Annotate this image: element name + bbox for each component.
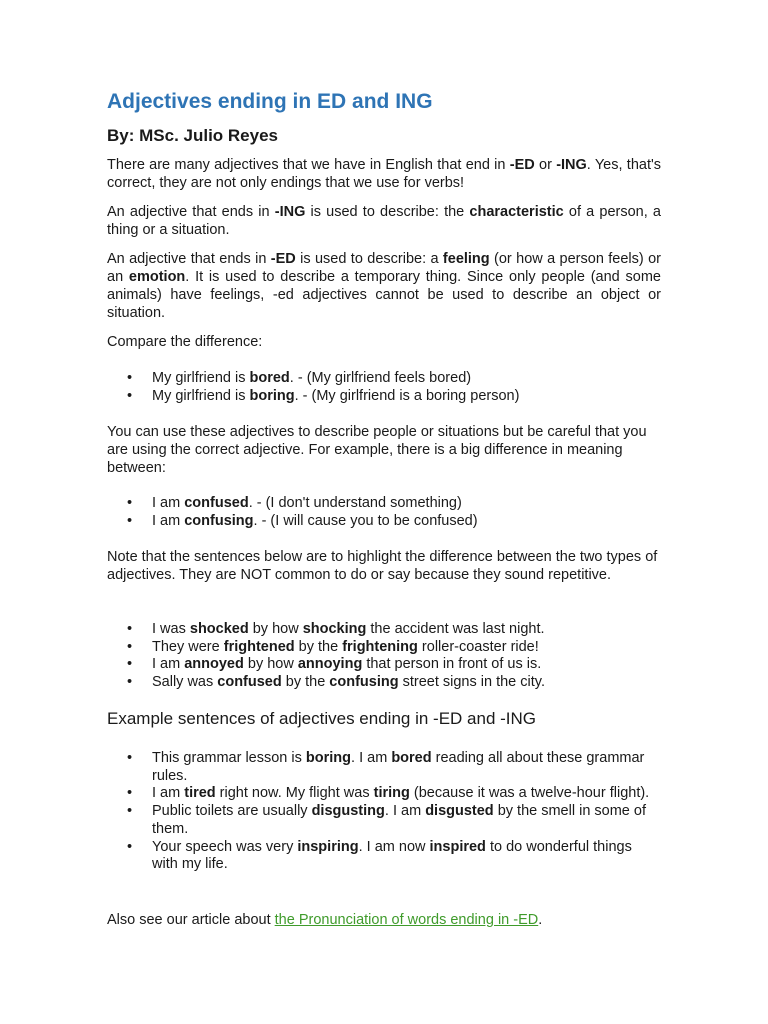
section-subheading: Example sentences of adjectives ending in -ED and -ING — [107, 709, 537, 728]
text: by how — [243, 656, 298, 673]
text: by how — [248, 621, 303, 637]
bold-text: emotion — [128, 269, 186, 285]
text: I am — [152, 512, 185, 529]
text: . - (I don't understand something) — [248, 495, 462, 511]
text: Sally was — [152, 674, 218, 691]
list-item — [107, 621, 661, 639]
bold-text: boring — [249, 387, 295, 404]
bold-text: tired — [184, 785, 216, 802]
list-item — [107, 750, 661, 785]
text: . - (My girlfriend feels bored) — [289, 370, 472, 386]
text: Public toilets are usually — [152, 803, 312, 820]
text: . — [538, 912, 543, 928]
text: . I am — [384, 803, 426, 820]
text: There are many adjectives that we have in English that end in — [107, 157, 510, 173]
list-item — [107, 388, 661, 406]
bold-text: inspired — [429, 838, 486, 855]
bold-text: confusing — [184, 512, 254, 529]
intro-paragraph — [107, 156, 661, 192]
bullet-list-sentences — [107, 750, 661, 874]
bold-text: bored — [391, 750, 432, 766]
bold-text: confused — [184, 495, 249, 511]
bold-text: frightened — [223, 638, 295, 655]
text: An adjective that ends in — [107, 251, 271, 267]
bold-text: tiring — [373, 785, 410, 802]
footer-paragraph — [107, 911, 661, 929]
list-item — [107, 639, 661, 657]
list-item — [107, 803, 661, 838]
bold-text: annoyed — [184, 656, 244, 673]
list-item — [107, 656, 661, 674]
bullet-list-meaning — [107, 495, 661, 530]
bold-text: disgusted — [425, 803, 494, 820]
text: that person in front of us is. — [362, 656, 542, 673]
text: roller-coaster ride! — [417, 638, 539, 655]
text: I was — [152, 621, 190, 637]
text: is used to describe: the — [305, 204, 470, 220]
text: My girlfriend is — [152, 370, 250, 386]
text: . - (My girlfriend is a boring person) — [294, 387, 520, 404]
bold-text: confused — [217, 674, 282, 691]
note-paragraph: Note that the sentences below are to highlight the difference between the two types of adjectives. They are NOT common to do or say because they sound repetitive. — [107, 549, 658, 583]
bold-text: shocked — [189, 621, 249, 637]
list-item — [107, 674, 661, 692]
bold-text: frightening — [342, 638, 418, 655]
text: I am — [152, 656, 185, 673]
bold-text: boring — [305, 750, 352, 766]
bold-text: disgusting — [311, 803, 385, 820]
list-item — [107, 495, 661, 513]
text: street signs in the city. — [398, 674, 545, 691]
text: Your speech was very — [152, 838, 298, 855]
bold-text: -ED — [270, 251, 296, 267]
bullet-list-examples — [107, 621, 661, 692]
ed-definition-paragraph — [107, 250, 661, 322]
bold-text: shocking — [302, 621, 367, 637]
usage-paragraph: You can use these adjectives to describe people or situations but be careful that you are using the correct adjective. For example, there is a big difference in meaning between: — [107, 424, 647, 476]
page-title: Adjectives ending in ED and ING — [107, 90, 433, 113]
text: They were — [152, 638, 224, 655]
text: . I am — [351, 750, 392, 766]
bold-text: inspiring — [297, 838, 359, 855]
bold-text: -ING — [556, 157, 587, 173]
bold-text: annoying — [297, 656, 363, 673]
text: Also see our article about — [107, 912, 275, 928]
bold-text: characteristic — [469, 204, 564, 220]
list-item — [107, 370, 661, 388]
text: by the — [294, 638, 343, 655]
bold-text: -ED — [509, 157, 535, 173]
list-item — [107, 839, 661, 874]
text: This grammar lesson is — [152, 750, 306, 766]
bold-text: -ING — [274, 204, 306, 220]
text: . It is used to describe a temporary thing. Since only people (and some animals) have feelings, -ed adjectives cannot be used to describe an object or situation. — [107, 269, 661, 321]
text: right now. My flight was — [215, 785, 374, 802]
text: . - (I will cause you to be confused) — [253, 512, 478, 529]
pronunciation-article-link[interactable]: the Pronunciation of words ending in -ED — [274, 912, 539, 928]
text: the accident was last night. — [366, 621, 545, 637]
text: An adjective that ends in — [107, 204, 275, 220]
text: reading all about these grammar rules. — [152, 750, 645, 784]
text: by the — [281, 674, 330, 691]
bullet-list-compare — [107, 370, 661, 405]
text: is used to describe: a — [295, 251, 443, 267]
text: I am — [152, 785, 185, 802]
text: (because it was a twelve-hour flight). — [409, 785, 650, 802]
text: of a person, a thing or a situation. — [107, 204, 661, 238]
bold-text: feeling — [442, 251, 490, 267]
text: . Yes, that's correct, they are not only endings that we use for verbs! — [107, 157, 661, 191]
text: I am — [152, 495, 185, 511]
bold-text: bored — [249, 370, 290, 386]
author-byline: By: MSc. Julio Reyes — [107, 126, 279, 145]
text: My girlfriend is — [152, 387, 250, 404]
text: . I am now — [358, 838, 430, 855]
text: to do wonderful things with my life. — [152, 838, 632, 873]
bold-text: confusing — [329, 674, 399, 691]
compare-paragraph: Compare the difference: — [107, 334, 263, 350]
list-item — [107, 513, 661, 531]
ing-definition-paragraph — [107, 203, 661, 239]
text: by the smell in some of them. — [152, 803, 646, 837]
text: (or how a person feels) or an — [107, 251, 661, 285]
list-item — [107, 785, 661, 803]
text: or — [534, 157, 557, 173]
